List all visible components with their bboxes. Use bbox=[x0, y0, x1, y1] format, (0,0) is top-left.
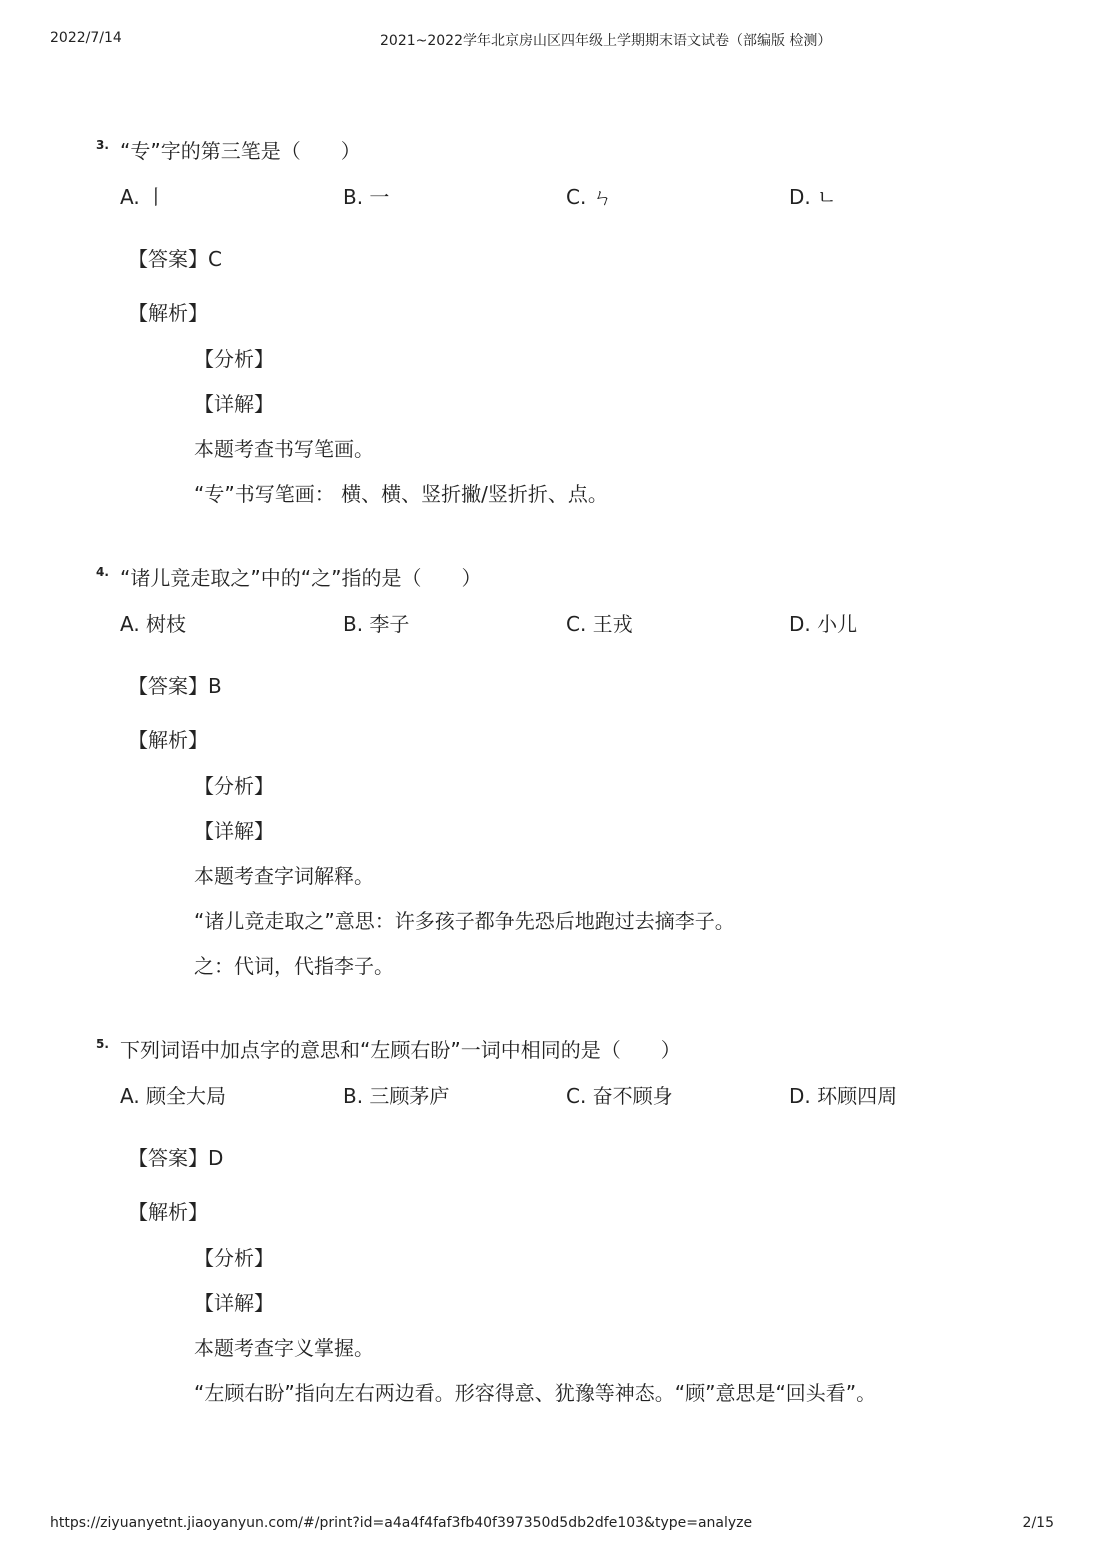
option-d: D. 小儿 bbox=[789, 612, 858, 636]
option-a: A. 树枝 bbox=[120, 612, 187, 636]
answer: 【答案】C bbox=[128, 247, 222, 271]
explanation-line: “左顾右盼”指向左右两边看。形容得意、犹豫等神态。“顾”意思是“回头看”。 bbox=[194, 1381, 877, 1405]
fenxi-label: 【分析】 bbox=[194, 774, 274, 798]
option-d: D. ㄴ bbox=[789, 185, 837, 209]
question-text: 下列词语中加点字的意思和“左顾右盼”一词中相同的是（ ） bbox=[120, 1038, 681, 1062]
xiangjie-label: 【详解】 bbox=[194, 392, 274, 416]
answer: 【答案】B bbox=[128, 674, 222, 698]
question-text: “专”字的第三笔是（ ） bbox=[120, 139, 361, 163]
question-text: “诸儿竞走取之”中的“之”指的是（ ） bbox=[120, 566, 482, 590]
answer: 【答案】D bbox=[128, 1146, 224, 1170]
xiangjie-label: 【详解】 bbox=[194, 819, 274, 843]
option-a: A. 丨 bbox=[120, 185, 167, 209]
option-b: B. 三顾茅庐 bbox=[343, 1084, 450, 1108]
explanation-line: 本题考查书写笔画。 bbox=[194, 437, 374, 461]
option-b: B. 李子 bbox=[343, 612, 410, 636]
header-date: 2022/7/14 bbox=[50, 30, 122, 46]
xiangjie-label: 【详解】 bbox=[194, 1291, 274, 1315]
question-number: 5. bbox=[96, 1037, 109, 1051]
fenxi-label: 【分析】 bbox=[194, 347, 274, 371]
option-d: D. 环顾四周 bbox=[789, 1084, 898, 1108]
explanation-line: “专”书写笔画： 横、横、竖折撇/竖折折、点。 bbox=[194, 482, 608, 506]
options bbox=[120, 611, 1020, 637]
options bbox=[120, 184, 1020, 210]
explanation-line: 之：代词，代指李子。 bbox=[194, 954, 394, 978]
question-number: 3. bbox=[96, 138, 109, 152]
option-b: B. 一 bbox=[343, 185, 390, 209]
option-c: C. 奋不顾身 bbox=[566, 1084, 673, 1108]
footer-page-number: 2/15 bbox=[1022, 1515, 1054, 1531]
header-title: 2021~2022学年北京房山区四年级上学期期末语文试卷（部编版 检测） bbox=[380, 33, 832, 49]
options bbox=[120, 1083, 1020, 1109]
explanation-line: “诸儿竞走取之”意思：许多孩子都争先恐后地跑过去摘李子。 bbox=[194, 909, 735, 933]
explanation-line: 本题考查字词解释。 bbox=[194, 864, 374, 888]
option-c: C. ㄣ bbox=[566, 185, 613, 209]
option-a: A. 顾全大局 bbox=[120, 1084, 227, 1108]
analysis-label: 【解析】 bbox=[128, 728, 208, 752]
analysis-label: 【解析】 bbox=[128, 301, 208, 325]
fenxi-label: 【分析】 bbox=[194, 1246, 274, 1270]
question-number: 4. bbox=[96, 565, 109, 579]
explanation-line: 本题考查字义掌握。 bbox=[194, 1336, 374, 1360]
option-c: C. 王戎 bbox=[566, 612, 633, 636]
analysis-label: 【解析】 bbox=[128, 1200, 208, 1224]
footer-url: https://ziyuanyetnt.jiaoyanyun.com/#/print?id=a4a4f4faf3fb40f397350d5db2dfe103&type=analyze bbox=[50, 1515, 753, 1531]
